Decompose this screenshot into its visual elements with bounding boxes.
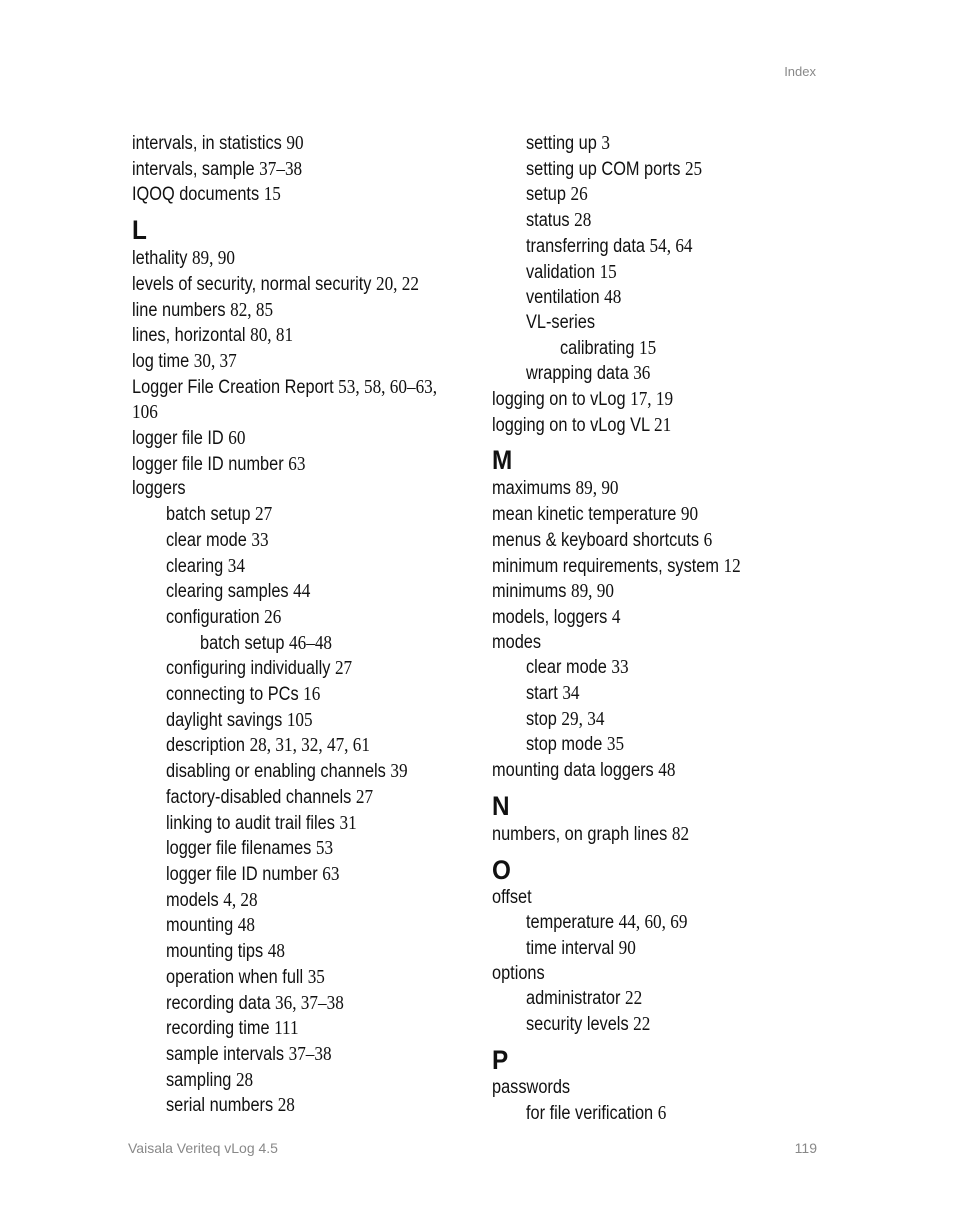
index-subentry [526, 655, 781, 681]
index-page-refs: 60 [228, 427, 246, 450]
index-term: validation [526, 261, 596, 283]
index-page-refs: 6 [657, 1101, 667, 1124]
index-letter-heading: L [132, 215, 147, 246]
index-entry [492, 1076, 776, 1101]
index-page-refs: 27 [334, 657, 353, 680]
index-term: ventilation [526, 287, 600, 309]
index-entry [132, 131, 424, 157]
index-subentry [166, 1042, 429, 1068]
index-term: recording data [166, 992, 271, 1014]
index-page-refs: 82, 85 [230, 298, 274, 321]
index-entry [132, 323, 424, 349]
index-term: stop mode [526, 734, 603, 756]
index-column-right [492, 131, 822, 1126]
index-subentry [526, 157, 781, 183]
index-term: lethality [132, 248, 188, 270]
index-page-refs: 28 [235, 1068, 254, 1091]
index-term: time interval [526, 937, 615, 959]
index-term: daylight savings [166, 709, 283, 731]
index-subentry [166, 1016, 429, 1042]
index-page-refs: 90 [286, 132, 304, 154]
index-page-refs: 89, 90 [570, 580, 614, 603]
index-subentry [166, 605, 429, 631]
index-subentry [560, 336, 785, 362]
index-subentry [526, 182, 781, 208]
index-page-refs: 35 [606, 733, 625, 756]
page-number: 119 [794, 1140, 817, 1156]
index-term: serial numbers [166, 1095, 274, 1117]
index-page-refs: 37–38 [288, 1042, 332, 1065]
index-term: offset [492, 886, 532, 908]
index-letter-heading: M [492, 445, 513, 476]
index-page-refs: 36 [633, 362, 651, 385]
index-entry [492, 387, 776, 413]
index-term: lines, horizontal [132, 325, 246, 347]
index-entry [132, 298, 424, 324]
index-page-refs: 30, 37 [193, 349, 237, 372]
index-term: minimum requirements, system [492, 555, 719, 577]
index-subentry [166, 682, 429, 708]
index-subentry [200, 631, 434, 657]
index-term: for file verification [526, 1102, 654, 1124]
index-term: logging on to vLog [492, 389, 626, 411]
index-letter-heading: O [492, 854, 511, 885]
index-entry [132, 477, 424, 502]
index-subentry [526, 260, 781, 286]
index-term: operation when full [166, 966, 304, 988]
index-letter-heading: P [492, 1044, 509, 1075]
index-term: clearing samples [166, 581, 289, 603]
index-page-refs: 22 [624, 987, 643, 1010]
index-term: loggers [132, 478, 186, 500]
index-term: menus & keyboard shortcuts [492, 529, 700, 551]
index-page-refs: 53, 58, 60–63, 106 [132, 375, 438, 424]
index-term: setup [526, 184, 566, 206]
index-term: clearing [166, 555, 224, 577]
index-entry [132, 452, 424, 478]
index-page-refs: 4, 28 [223, 888, 258, 911]
index-page-refs: 4 [611, 605, 621, 628]
index-term: mounting data loggers [492, 760, 654, 782]
index-term: line numbers [132, 299, 226, 321]
index-subentry [166, 991, 429, 1017]
index-term: batch setup [166, 504, 251, 526]
index-page-refs: 25 [684, 157, 703, 180]
running-header: Index [784, 64, 816, 79]
index-subentry [526, 910, 781, 936]
index-term: options [492, 962, 545, 984]
index-subentry [166, 579, 429, 605]
index-page-refs: 63 [288, 452, 306, 475]
index-subentry [526, 131, 781, 157]
index-term: temperature [526, 912, 615, 934]
index-term: disabling or enabling channels [166, 761, 386, 783]
index-page-refs: 21 [654, 413, 672, 436]
index-page-refs: 44 [293, 580, 311, 603]
index-page-refs: 15 [263, 183, 281, 206]
index-term: maximums [492, 478, 571, 500]
index-subentry [526, 681, 781, 707]
index-subentry [526, 361, 781, 387]
index-entry [492, 886, 776, 911]
index-term: status [526, 210, 570, 232]
index-page-refs: 12 [723, 554, 741, 577]
index-term: levels of security, normal security [132, 273, 372, 295]
index-entry [492, 554, 776, 580]
index-page-refs: 48 [658, 759, 676, 782]
index-subentry [526, 234, 781, 260]
index-page-refs: 53 [315, 837, 334, 860]
index-term: VL-series [526, 311, 596, 333]
index-subentry [526, 285, 781, 311]
index-page-refs: 36, 37–38 [275, 991, 344, 1014]
index-term: factory-disabled channels [166, 786, 352, 808]
index-page-refs: 63 [322, 862, 340, 885]
index-page-refs: 111 [274, 1017, 299, 1040]
index-page-refs: 16 [303, 683, 321, 706]
index-column-left [132, 131, 472, 1119]
index-entry [492, 413, 776, 439]
index-subentry [166, 759, 429, 785]
index-subentry [166, 888, 429, 914]
index-subentry [166, 939, 429, 965]
index-subentry [526, 208, 781, 234]
index-term: logger file filenames [166, 838, 312, 860]
index-subentry [166, 862, 429, 888]
index-term: logger file ID [132, 428, 224, 450]
index-term: clear mode [166, 529, 247, 551]
index-subentry [166, 1068, 429, 1094]
index-page-refs: 48 [604, 286, 622, 309]
index-page-refs: 46–48 [289, 631, 333, 654]
index-term: numbers, on graph lines [492, 823, 668, 845]
index-subentry [526, 986, 781, 1012]
index-entry [492, 758, 776, 784]
index-term: configuration [166, 606, 260, 628]
index-term: IQOQ documents [132, 184, 260, 206]
index-page-refs: 90 [618, 936, 636, 959]
index-page-refs: 34 [562, 682, 580, 705]
index-page-refs: 33 [251, 528, 269, 551]
index-term: transferring data [526, 235, 645, 257]
index-page-refs: 28 [277, 1094, 295, 1117]
index-term: models [166, 889, 219, 911]
index-subentry [526, 1101, 781, 1127]
index-term: configuring individually [166, 658, 331, 680]
index-page-refs: 89, 90 [575, 477, 619, 500]
index-page-refs: 33 [611, 656, 629, 679]
index-term: Logger File Creation Report [132, 376, 334, 398]
index-term: models, loggers [492, 606, 608, 628]
index-page-refs: 3 [601, 132, 611, 154]
index-term: log time [132, 350, 190, 372]
index-entry [492, 579, 776, 605]
index-term: clear mode [526, 657, 607, 679]
index-page-refs: 28, 31, 32, 47, 61 [249, 734, 370, 757]
index-subentry [526, 1012, 781, 1038]
index-term: setting up [526, 133, 597, 154]
index-subentry [526, 707, 781, 733]
index-subentry [166, 733, 429, 759]
index-entry [492, 822, 776, 848]
index-page-refs: 26 [264, 605, 282, 628]
index-page-refs: 37–38 [259, 157, 303, 180]
index-term: setting up COM ports [526, 158, 681, 180]
index-entry [132, 182, 424, 208]
index-page-refs: 15 [599, 260, 617, 283]
index-term: passwords [492, 1076, 571, 1098]
index-term: mean kinetic temperature [492, 504, 677, 526]
index-term: batch setup [200, 632, 285, 654]
index-term: modes [492, 631, 542, 653]
index-page-refs: 90 [680, 503, 699, 526]
index-term: sampling [166, 1069, 232, 1091]
footer-product: Vaisala Veriteq vLog 4.5 [128, 1140, 278, 1156]
index-term: minimums [492, 581, 567, 603]
index-page-refs: 28 [574, 209, 592, 232]
index-page-refs: 31 [339, 811, 357, 834]
index-term: calibrating [560, 337, 635, 359]
index-term: connecting to PCs [166, 684, 299, 706]
index-term: administrator [526, 988, 621, 1010]
index-page-refs: 89, 90 [191, 247, 235, 270]
index-subentry [166, 836, 429, 862]
index-term: wrapping data [526, 363, 629, 385]
index-entry [132, 375, 457, 426]
index-subentry [166, 913, 429, 939]
index-entry [492, 605, 776, 631]
index-page-refs: 39 [390, 760, 408, 783]
index-term: intervals, in statistics [132, 133, 282, 154]
index-page-refs: 82 [671, 822, 690, 845]
index-page-refs: 34 [227, 554, 245, 577]
index-subentry [526, 936, 781, 962]
index-entry [132, 157, 424, 183]
index-subentry [166, 528, 429, 554]
index-page-refs: 27 [355, 785, 374, 808]
index-term: mounting tips [166, 941, 264, 963]
index-page-refs: 48 [267, 940, 285, 963]
index-entry [492, 502, 776, 528]
index-entry [132, 349, 424, 375]
index-page-refs: 26 [570, 183, 588, 206]
index-term: stop [526, 708, 557, 730]
index-page-refs: 48 [237, 914, 255, 937]
index-page-refs: 105 [286, 708, 313, 731]
index-page-refs: 80, 81 [250, 324, 294, 347]
index-page-refs: 17, 19 [630, 388, 674, 411]
index-entry [492, 631, 776, 656]
index-term: logging on to vLog VL [492, 414, 650, 436]
index-term: intervals, sample [132, 158, 255, 180]
index-page-refs: 20, 22 [375, 272, 419, 295]
index-subentry [166, 554, 429, 580]
index-page-refs: 54, 64 [649, 234, 693, 257]
index-subentry [526, 311, 781, 336]
index-entry [132, 426, 424, 452]
index-page-refs: 6 [703, 528, 713, 551]
index-subentry [166, 785, 429, 811]
index-page-refs: 15 [639, 336, 657, 359]
index-letter-heading: N [492, 790, 510, 821]
index-term: logger file ID number [132, 453, 284, 475]
index-term: start [526, 683, 558, 705]
index-term: description [166, 735, 246, 757]
index-page-refs: 22 [633, 1013, 651, 1036]
index-page-refs: 29, 34 [561, 707, 605, 730]
index-subentry [166, 1093, 429, 1119]
index-entry [492, 962, 776, 987]
index-subentry [166, 811, 429, 837]
index-subentry [166, 656, 429, 682]
index-subentry [166, 965, 429, 991]
index-term: sample intervals [166, 1043, 285, 1065]
index-subentry [526, 732, 781, 758]
index-entry [132, 246, 424, 272]
index-term: logger file ID number [166, 863, 318, 885]
index-term: mounting [166, 915, 234, 937]
index-term: recording time [166, 1018, 270, 1040]
index-term: security levels [526, 1014, 629, 1036]
index-subentry [166, 502, 429, 528]
index-entry [132, 272, 424, 298]
index-term: linking to audit trail files [166, 812, 335, 834]
index-page-refs: 35 [307, 965, 325, 988]
index-entry [492, 528, 776, 554]
index-page-refs: 27 [255, 503, 273, 526]
index-entry [492, 476, 776, 502]
index-page-refs: 44, 60, 69 [618, 911, 688, 934]
index-subentry [166, 708, 429, 734]
